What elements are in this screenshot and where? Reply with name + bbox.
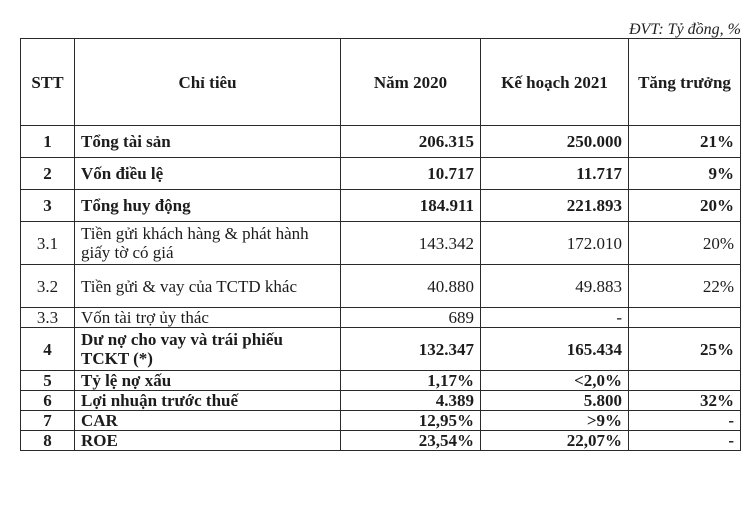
header-name: Chỉ tiêu [75,39,341,126]
header-2020: Năm 2020 [341,39,481,126]
cell-growth: 20% [629,190,741,222]
cell-growth: 21% [629,126,741,158]
cell-stt: 3.3 [21,308,75,328]
cell-growth: 32% [629,391,741,411]
cell-stt: 2 [21,158,75,190]
table-row [21,391,741,411]
header-stt: STT [21,39,75,126]
cell-stt: 3.2 [21,265,75,308]
cell-2020: 143.342 [341,222,481,265]
cell-growth: 25% [629,328,741,371]
header-row [21,39,741,126]
cell-growth: 22% [629,265,741,308]
cell-2020: 4.389 [341,391,481,411]
table-row [21,265,741,308]
cell-stt: 3 [21,190,75,222]
cell-name: Vốn tài trợ ủy thác [75,308,341,328]
financial-targets-table [20,38,741,451]
table-row [21,158,741,190]
cell-stt: 8 [21,431,75,451]
cell-growth: 20% [629,222,741,265]
unit-note: ĐVT: Tỷ đồng, % [629,21,741,38]
cell-2020: 40.880 [341,265,481,308]
cell-2020: 1,17% [341,371,481,391]
cell-plan-2021: 22,07% [481,431,629,451]
cell-plan-2021: <2,0% [481,371,629,391]
cell-2020: 689 [341,308,481,328]
cell-stt: 3.1 [21,222,75,265]
cell-name: CAR [75,411,341,431]
table-row [21,190,741,222]
cell-2020: 23,54% [341,431,481,451]
cell-2020: 206.315 [341,126,481,158]
cell-stt: 4 [21,328,75,371]
cell-stt: 1 [21,126,75,158]
cell-name: Tổng tài sản [75,126,341,158]
cell-name: ROE [75,431,341,451]
cell-2020: 132.347 [341,328,481,371]
cell-name: Vốn điều lệ [75,158,341,190]
header-plan-2021: Kế hoạch 2021 [481,39,629,126]
cell-plan-2021: - [481,308,629,328]
cell-name: Tiền gửi khách hàng & phát hành giấy tờ có giá [75,222,341,265]
cell-plan-2021: 165.434 [481,328,629,371]
cell-stt: 7 [21,411,75,431]
header-growth: Tăng trưởng [629,39,741,126]
cell-name: Lợi nhuận trước thuế [75,391,341,411]
cell-2020: 184.911 [341,190,481,222]
cell-plan-2021: >9% [481,411,629,431]
cell-plan-2021: 49.883 [481,265,629,308]
cell-name: Tiền gửi & vay của TCTD khác [75,265,341,308]
table-row [21,222,741,265]
table-row [21,431,741,451]
cell-name: Tỷ lệ nợ xấu [75,371,341,391]
cell-stt: 6 [21,391,75,411]
table-row [21,328,741,371]
cell-plan-2021: 5.800 [481,391,629,411]
cell-growth [629,371,741,391]
cell-plan-2021: 250.000 [481,126,629,158]
cell-growth: - [629,431,741,451]
cell-name: Tổng huy động [75,190,341,222]
cell-growth [629,308,741,328]
cell-plan-2021: 11.717 [481,158,629,190]
table-row [21,371,741,391]
cell-2020: 10.717 [341,158,481,190]
cell-growth: 9% [629,158,741,190]
cell-2020: 12,95% [341,411,481,431]
cell-plan-2021: 221.893 [481,190,629,222]
table-row [21,308,741,328]
cell-plan-2021: 172.010 [481,222,629,265]
cell-growth: - [629,411,741,431]
cell-stt: 5 [21,371,75,391]
table-row [21,126,741,158]
table-row [21,411,741,431]
cell-name: Dư nợ cho vay và trái phiếu TCKT (*) [75,328,341,371]
